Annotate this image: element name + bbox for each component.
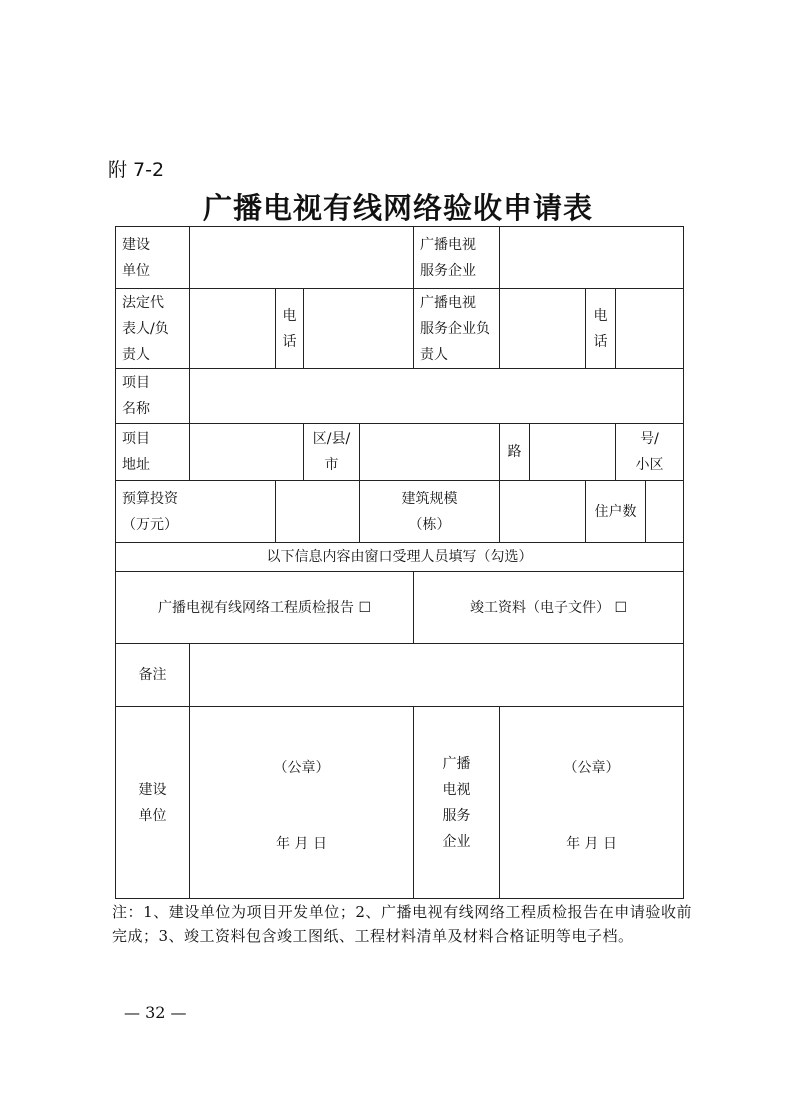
broadcaster-label: 广播电视 服务企业 (414, 227, 500, 289)
budget-label: 预算投资 （万元） (116, 481, 276, 543)
number-field[interactable] (530, 424, 616, 481)
phone-field-2[interactable] (616, 289, 684, 369)
signoff-broadcaster-label: 广播 电视 服务 企业 (414, 707, 500, 899)
application-form-table (115, 226, 684, 899)
completion-docs-checkbox[interactable]: ☐ (614, 599, 628, 616)
project-name-label: 项目 名称 (116, 369, 190, 424)
seal-label-1: （公章） (273, 760, 330, 776)
phone-label-2: 电 话 (586, 289, 616, 369)
number-label: 号/ 小区 (616, 424, 684, 481)
budget-field[interactable] (276, 481, 360, 543)
date-label-2: 年 月 日 (566, 836, 617, 852)
broadcaster-field[interactable] (500, 227, 684, 289)
legal-rep-label: 法定代 表人/负 责人 (116, 289, 190, 369)
road-field[interactable] (360, 424, 500, 481)
quality-report-option[interactable] (116, 572, 414, 644)
project-name-field[interactable] (190, 369, 684, 424)
broadcaster-rep-label: 广播电视 服务企业负 责人 (414, 289, 500, 369)
signoff-construction-unit-label: 建设 单位 (116, 707, 190, 899)
footnote: 注：1、建设单位为项目开发单位；2、广播电视有线网络工程质检报告在申请验收前完成；3、竣工资料包含竣工图纸、工程材料清单及材料合格证明等电子档。 (112, 903, 692, 945)
project-address-label: 项目 地址 (116, 424, 190, 481)
date-label-1: 年 月 日 (276, 836, 327, 852)
page-number: — 32 — (124, 1003, 187, 1022)
households-label: 住户数 (586, 481, 646, 543)
attachment-label: 附 7-2 (108, 159, 165, 181)
quality-report-checkbox[interactable]: ☐ (358, 599, 371, 616)
building-scale-field[interactable] (500, 481, 586, 543)
phone-label-1: 电 话 (276, 289, 304, 369)
quality-report-label: 广播电视有线网络工程质检报告 (157, 599, 354, 616)
road-label: 路 (500, 424, 530, 481)
form-title: 广播电视有线网络验收申请表 (202, 191, 593, 225)
broadcaster-rep-field[interactable] (500, 289, 586, 369)
district-field[interactable] (190, 424, 304, 481)
building-scale-label: 建筑规模 （栋） (360, 481, 500, 543)
remarks-field[interactable] (190, 644, 684, 707)
construction-unit-field[interactable] (190, 227, 414, 289)
completion-docs-label: 竣工资料（电子文件） (470, 599, 611, 616)
households-field[interactable] (646, 481, 684, 543)
broadcaster-seal-area[interactable] (500, 707, 684, 899)
construction-unit-label: 建设 单位 (116, 227, 190, 289)
construction-seal-area[interactable] (190, 707, 414, 899)
seal-label-2: （公章） (563, 760, 620, 776)
legal-rep-field[interactable] (190, 289, 276, 369)
window-note: 以下信息内容由窗口受理人员填写（勾选） (116, 543, 684, 572)
remarks-label: 备注 (116, 644, 190, 707)
district-label: 区/县/ 市 (304, 424, 360, 481)
completion-docs-option[interactable] (414, 572, 684, 644)
phone-field-1[interactable] (304, 289, 414, 369)
